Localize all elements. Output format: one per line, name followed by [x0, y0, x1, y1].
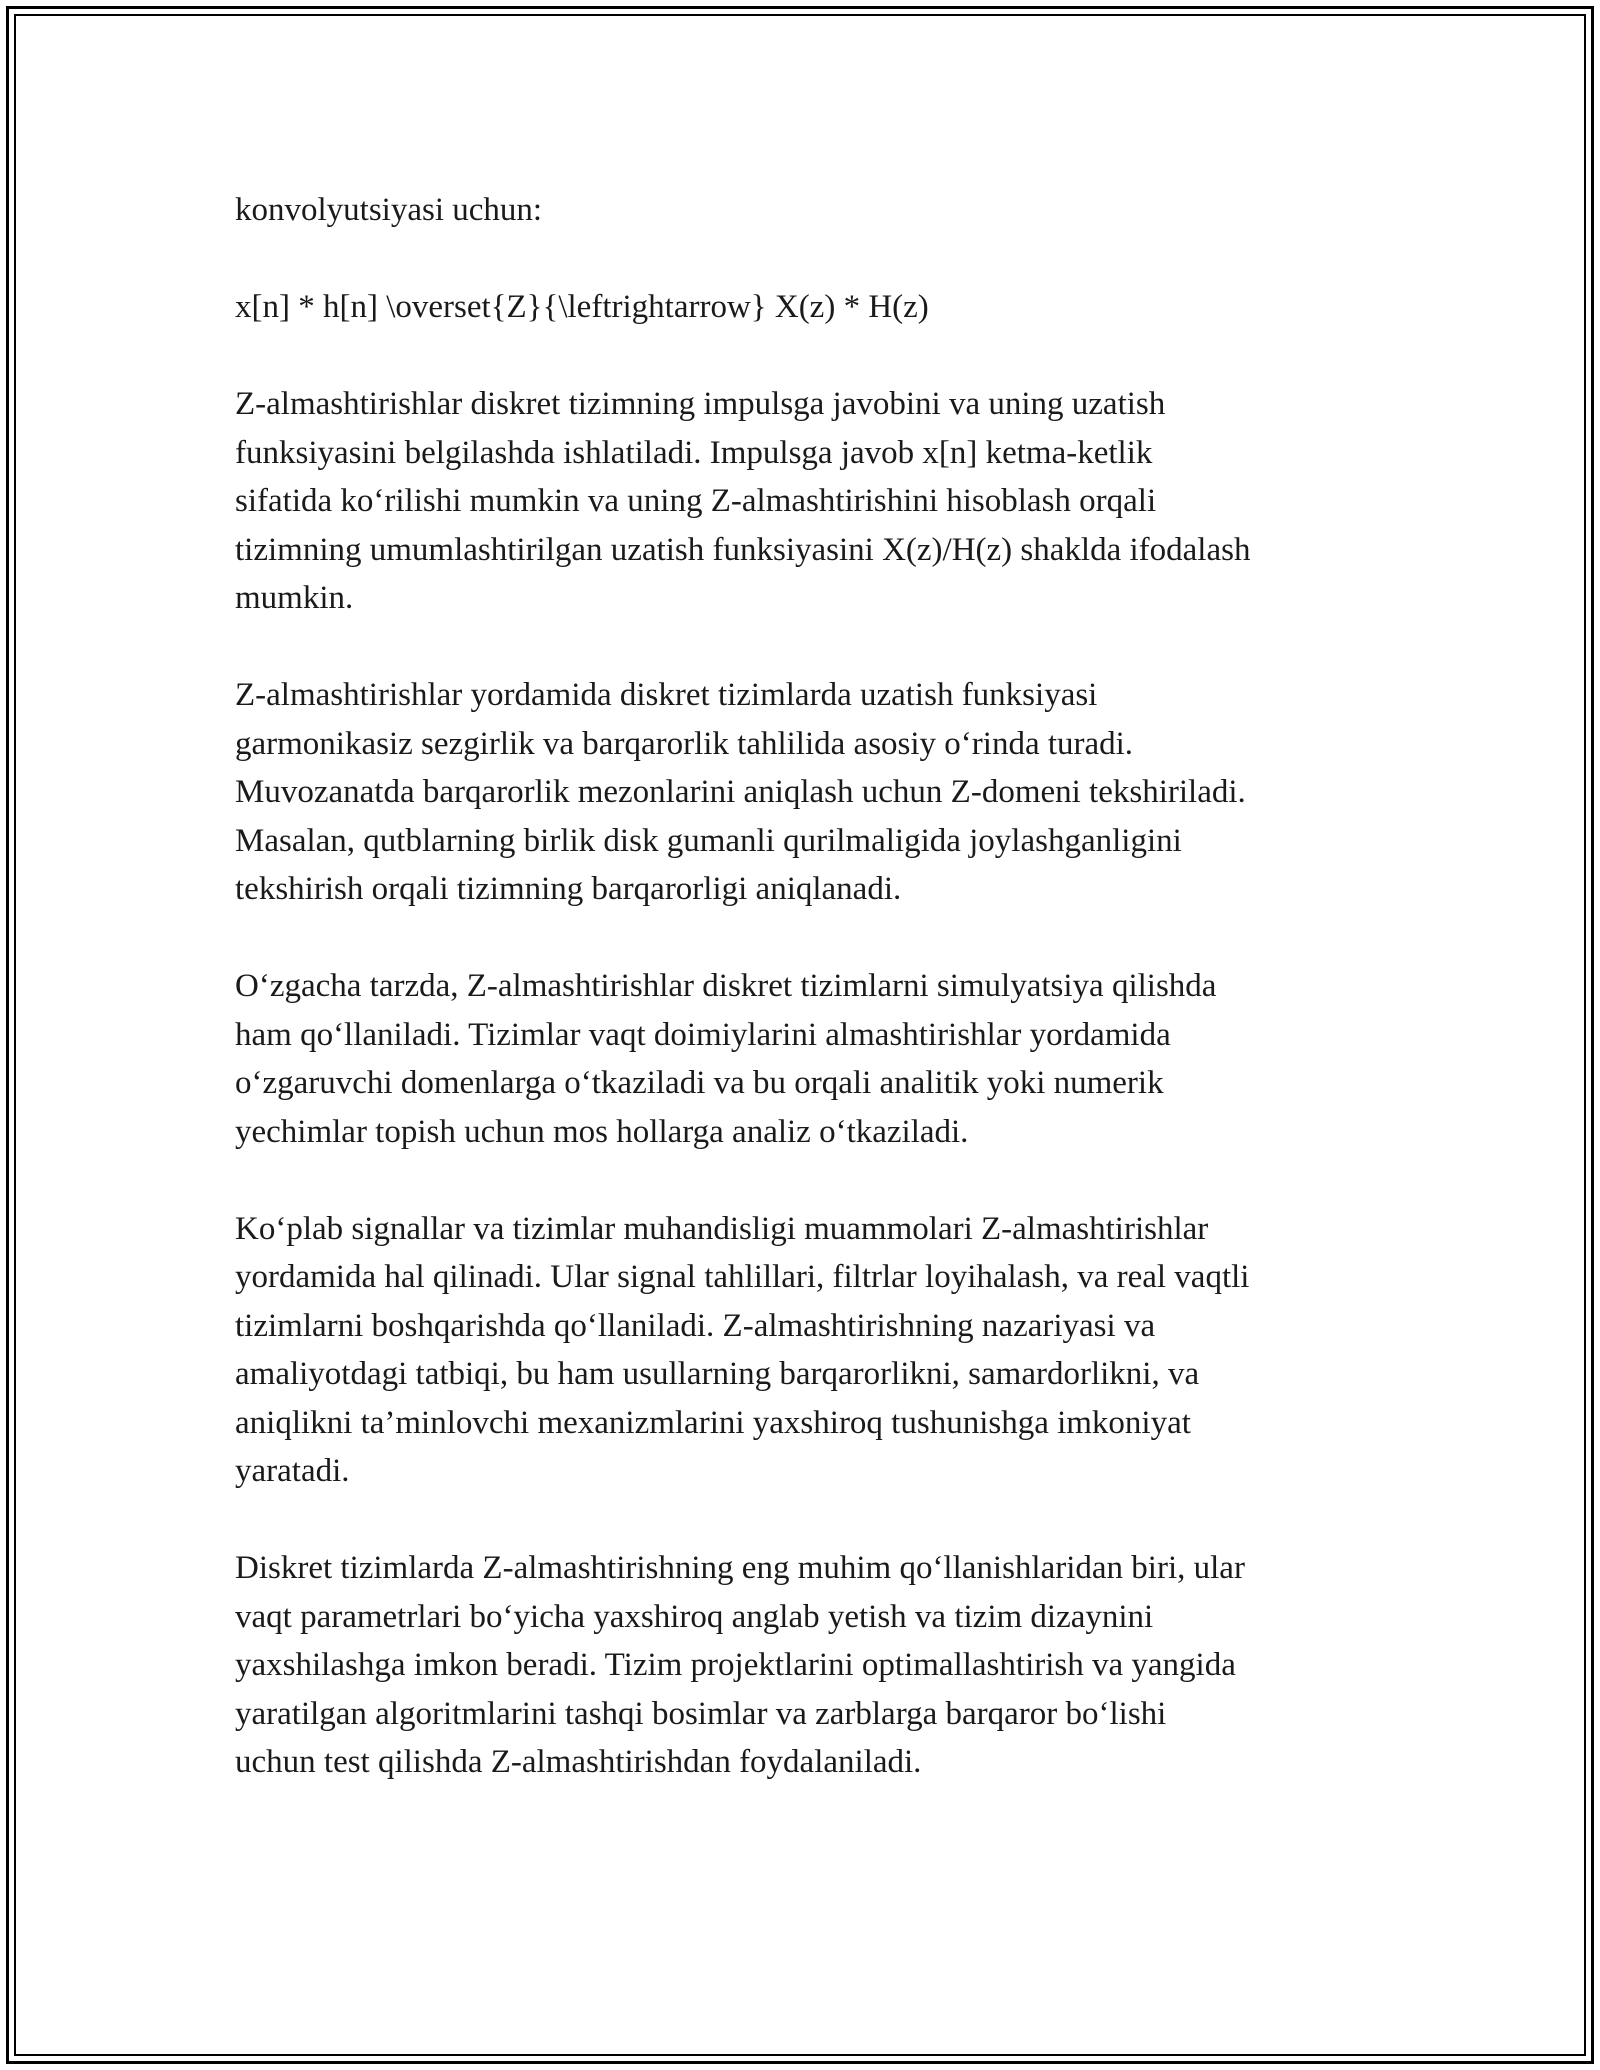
- document-body: [235, 186, 1385, 1835]
- paragraph-stability-analysis: Z-almashtirishlar yordamida diskret tizimlarda uzatish funksiyasi garmonikasiz sezgirlik va barqarorlik tahlilida asosiy o‘rinda turadi. Muvozanatda barqarorlik mezonlarini aniqlash uchun Z-domeni tekshiriladi. Masalan, qutblarning birlik disk gumanli qurilmaligida joylashganligini tekshirish orqali tizimning barqarorligi aniqlanadi.: [235, 677, 1246, 907]
- paragraph-convolution-intro: konvolyutsiyasi uchun:: [235, 192, 543, 228]
- paragraph-impulse-response: Z-almashtirishlar diskret tizimning impulsga javobini va uning uzatish funksiyasini belgilashda ishlatiladi. Impulsga javob x[n] ketma-ketlik sifatida ko‘rilishi mumkin va uning Z-almashtirishini hisoblash orqali tizimning umumlashtirilgan uzatish funksiyasini X(z)/H(z) shaklda ifodalash mumkin.: [235, 386, 1251, 616]
- paragraph-simulation: O‘zgacha tarzda, Z-almashtirishlar diskret tizimlarni simulyatsiya qilishda ham qo‘llaniladi. Tizimlar vaqt doimiylarini almashtirishlar yordamida o‘zgaruvchi domenlarga o‘tkaziladi va bu orqali analitik yoki numerik yechimlar topish uchun mos hollarga analiz o‘tkaziladi.: [235, 968, 1217, 1150]
- paragraph-engineering-problems: Ko‘plab signallar va tizimlar muhandisligi muammolari Z-almashtirishlar yordamida hal qilinadi. Ular signal tahlillari, filtrlar loyihalash, va real vaqtli tizimlarni boshqarishda qo‘llaniladi. Z-almashtirishning nazariyasi va amaliyotdagi tatbiqi, bu ham usullarning barqarorlikni, samardorlikni, va aniqlikni ta’minlovchi mexanizmlarini yaxshiroq tushunishga imkoniyat yaratadi.: [235, 1210, 1250, 1489]
- paragraph-applications: Diskret tizimlarda Z-almashtirishning eng muhim qo‘llanishlaridan biri, ular vaqt parametrlari bo‘yicha yaxshiroq anglab yetish va tizim dizaynini yaxshilashga imkon beradi. Tizim projektlarini optimallashtirish va yangida yaratilgan algoritmlarini tashqi bosimlar va zarblarga barqaror bo‘lishi uchun test qilishda Z-almashtirishdan foydalaniladi.: [235, 1550, 1245, 1780]
- paragraph-convolution-formula: x[n] * h[n] \overset{Z}{\leftrightarrow} X(z) * H(z): [235, 289, 929, 325]
